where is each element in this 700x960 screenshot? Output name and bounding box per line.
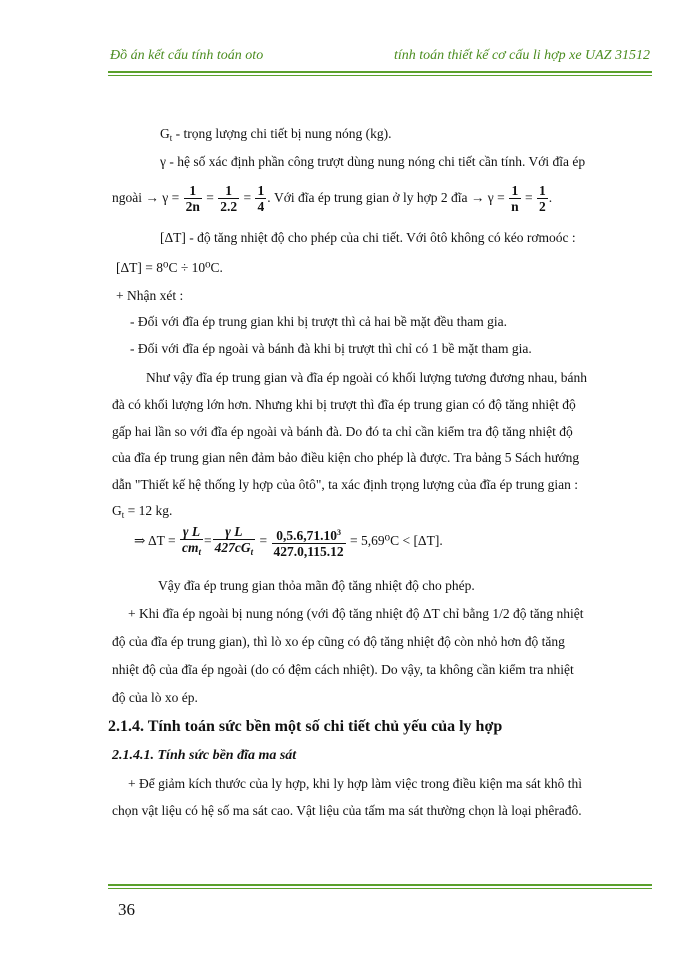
page-header (110, 48, 650, 70)
text-line: nhiệt độ của đĩa ép ngoài (do có đệm cách nhiệt). Do vậy, ta không cần kiểm tra nhiệt (112, 662, 574, 677)
fraction: $\frac{1}{2.2}$ (220, 183, 238, 215)
fraction: $\frac{1}{2}$ (538, 183, 546, 215)
footer-rule-thin (108, 888, 652, 889)
fraction: $\frac{\text{γ L}}{427cG_t}$ (214, 524, 254, 557)
text-line: + Khi đĩa ép ngoài bị nung nóng (với độ tăng nhiệt độ ΔT chỉ bằng 1/2 độ tăng nhiệt (128, 606, 584, 621)
fraction: $\frac{1}{4}$ (257, 183, 265, 215)
header-right-title: tính toán thiết kế cơ cấu li hợp xe UAZ 31512 (393, 48, 650, 63)
text-line: [ΔT] = 8⁰C ÷ 10⁰C. (116, 260, 223, 275)
page-number: 36 (118, 900, 135, 919)
fraction: $\frac{0,5.6,71.10^3}{427.0,115.12}$ (272, 525, 346, 559)
footer-rule (108, 884, 652, 886)
text-line: độ của đĩa ép trung gian), thì lò xo ép cũng có độ tăng nhiệt độ còn nhỏ hơn độ tăng (112, 634, 565, 649)
text-line: + Để giảm kích thước của ly hợp, khi ly hợp làm việc trong điều kiện ma sát khô thì (128, 776, 583, 791)
header-rule-thin (108, 75, 652, 76)
text-line: gấp hai lần so với đĩa ép ngoài và bánh đà. Do đó ta chỉ cần kiểm tra độ tăng nhiệt độ (112, 424, 573, 439)
text-line: của đĩa ép trung gian nên đảm bảo điều kiện cho phép là được. Tra bảng 5 Sách hướng (112, 450, 580, 465)
text-line: chọn vật liệu có hệ số ma sát cao. Vật liệu của tấm ma sát thường chọn là loại phêrađô. (112, 803, 582, 818)
text-line: Như vậy đĩa ép trung gian và đĩa ép ngoài có khối lượng tương đương nhau, bánh (146, 370, 587, 385)
text-line: - Đối với đĩa ép ngoài và bánh đà khi bị trượt thì chỉ có 1 bề mặt tham gia. (130, 341, 532, 356)
text-line: độ của lò xo ép. (112, 690, 198, 705)
header-rule (108, 71, 652, 73)
formula-line: ngoài → γ = $\frac{1}{2n}$ = $\frac{1}{2.2}$ = $\frac{1}{4}$ . Với đĩa ép trung gian ở ly hợp 2 đĩa → γ = $\frac{1}{n}$ = $\frac{1}{2}$ . (112, 183, 553, 215)
subsection-heading: 2.1.4.1. Tính sức bền đĩa ma sát (112, 748, 297, 763)
text-line: [ΔT] - độ tăng nhiệt độ cho phép của chi tiết. Với ôtô không có kéo rơmoóc : (160, 230, 576, 245)
fraction: $\frac{\text{γ L}}{cm_t}$ (182, 524, 202, 557)
fraction: $\frac{1}{n}$ (511, 183, 519, 215)
text-line: $G_t = 12$ kg. (112, 503, 173, 520)
header-left-title: Đồ án kết cấu tính toán oto (110, 48, 264, 63)
text-line: + Nhận xét : (116, 288, 184, 303)
text-line: Vậy đĩa ép trung gian thỏa mãn độ tăng nhiệt độ cho phép. (158, 578, 475, 593)
section-heading: 2.1.4. Tính toán sức bền một số chi tiết chủ yếu của ly hợp (108, 718, 503, 735)
equation: ⇒ ΔT = $\frac{\text{γ L}}{cm_t}$ = $\frac{\text{γ L}}{427cG_t}$ = $\frac{0,5.6,71.10^3}{427.0,115.12}$ = 5,69⁰C < [ΔT]. (134, 524, 443, 559)
text-line: đà có khối lượng lớn hơn. Nhưng khi bị trượt thì đĩa ép trung gian có độ tăng nhiệt độ (112, 397, 576, 412)
text-line: γ - hệ số xác định phần công trượt dùng nung nóng chi tiết cần tính. Với đĩa ép (160, 154, 586, 169)
text-line: - Đối với đĩa ép trung gian khi bị trượt thì cả hai bề mặt đều tham gia. (130, 314, 508, 329)
fraction: $\frac{1}{2n}$ (185, 183, 200, 215)
text-line: dẫn "Thiết kế hệ thống ly hợp của ôtô", ta xác định trọng lượng của đĩa ép trung gian : (112, 477, 579, 492)
text-line: $G_t$ - trọng lượng chi tiết bị nung nóng (kg). (160, 126, 392, 143)
